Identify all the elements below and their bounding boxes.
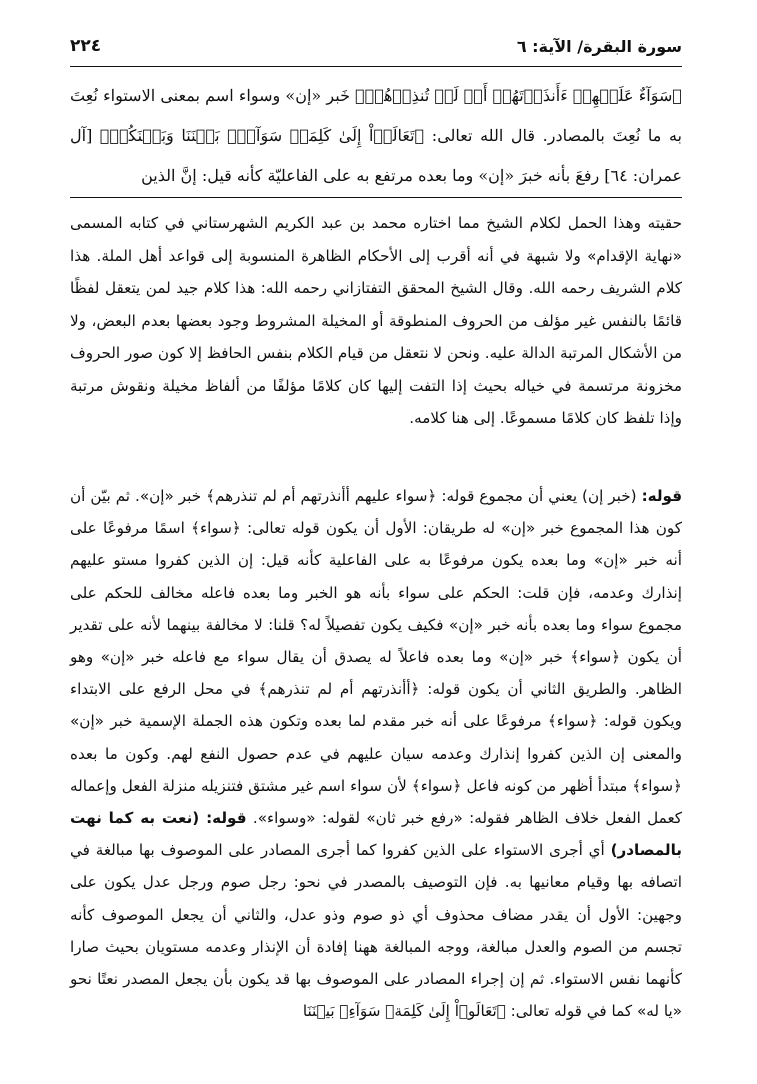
qawluhu-label-1: قوله: [641, 487, 683, 505]
surah-title: سورة البقرة/ الآية: ٦ [516, 37, 682, 56]
commentary-block [70, 76, 682, 196]
footnote-paragraph: حقيته وهذا الحمل لكلام الشيخ مما اختاره محمد بن عبد الكريم الشهرستاني في كتابه المسمى «نهاية الإقدام» ولا شبهة في أنه أقرب إلى الأحكام الظاهرة المنسوبة إلى قواعد أهل الملة. هذا كلام الشريف رحمه الله. وقال الشيخ المحقق التفتازاني رحمه الله: هذا كلام جيد لمن يتعقل لفظًا قائمًا بالنفس غير مؤلف من الحروف المنطوقة أو المخيلة المشروط وجود بعضها بعدم البعض، ولا من الأشكال المرتبة الدالة عليه. ونحن لا نتعقل من قيام الكلام بنفس الحافظ إلا كون صور الحروف مخزونة مرتسمة في خياله بحيث إذا التفت إليها كان كلامًا مؤلفًا من ألفاظ مخيلة ونقوش مرتبة وإذا تلفظ كان كلامًا مسموعًا. إلى هنا كلامه. [70, 214, 682, 427]
gloss-block [70, 480, 682, 1027]
page-number: ٢٢٤ [70, 36, 102, 56]
gloss-part-1: (خبر إن) يعني أن مجموع قوله: ﴿سواء عليهم أأنذرتهم أم لم تنذرهم﴾ خبر «إن». ثم بيّن أن كون هذا المجموع خبر «إن» له طريقان: الأول أن يكون قوله تعالى: ﴿سواء﴾ اسمًا مرفوعًا على أنه خبر «إن» وما بعده يكون مرفوعًا به على الفاعلية كأنه قيل: إن الذين كفروا مستو عليهم إنذارك وعدمه، فإن قلت: الحكم على سواء بأنه هو الخبر وما بعده فاعله مخالف للحكم على مجموع سواء وما بعده بأنه خبر «إن» فكيف يكون تفصيلاً له؟ قلنا: لا مخالفة بينهما لأنه على تقدير أن يكون ﴿سواء﴾ خبر «إن» وما بعده فاعلاً له يصدق أن يقال سواء مع فاعله خبر «إن» وهو الظاهر. والطريق الثاني أن يكون قوله: ﴿أأنذرتهم أم لم تنذرهم﴾ في محل الرفع على الابتداء ويكون قوله: ﴿سواء﴾ مرفوعًا على أنه خبر مقدم لما بعده وتكون هذه الجملة الإسمية خبر «إن» والمعنى إن الذين كفروا إنذارك وعدمه سيان عليهم في عدم حصول النفع لهم. وكون ما بعده ﴿سواء﴾ مبتدأ أظهر من كونه فاعل ﴿سواء﴾ لأن سواء اسم غير مشتق فتنزيله منزلة الفعل وإعماله كعمل الفعل خلاف الظاهر فقوله: «رفع خبر ثان» لقوله: «وسواء». [70, 487, 682, 828]
footnote-continuation [70, 207, 682, 435]
section-divider [70, 197, 682, 198]
page-header [70, 36, 682, 56]
commentary-text: ﴿سَوَآءٌ عَلَيۡهِمۡ ءَأَنذَرۡتَهُمۡ أَمۡ لَمۡ تُنذِرۡهُمۡ﴾ خَبر «إن» وسواء اسم بمعنى الاستواء نُعِتَ به ما نُعِتَ بالمصادر. قال الله تعالى: ﴿تَعَالَوۡاْ إِلَىٰ كَلِمَةٖ سَوَآءِۭ بَيۡنَنَا وَبَيۡنَكُمۡ﴾ [آل عمران: ٦٤] رفعَ بأنه خبرَ «إن» وما بعده مرتفع به على الفاعليّة كأنه قيل: إنَّ الذين [70, 86, 682, 185]
gloss-part-2: أي أجرى الاستواء على الذين كفروا كما أجرى المصادر على الموصوف بها مبالغة في اتصافه بها وقيام معانيها به. فإن التوصيف بالمصدر في نحو: رجل صوم ورجل عدل يكون على وجهين: الأول أن يقدر مضاف محذوف أي ذو صوم وذو عدل، والثاني أن يجعل الموصوف كأنه تجسم من الصوم والعدل مبالغة، ووجه المبالغة ههنا إفادة أن الإنذار وعدمه مستويان بحيث صارا كأنهما نفس الاستواء. ثم إن إجراء المصادر على الموصوف بها قد يكون بأن يجعل المصدر نعتًا نحو «يا له» كما في قوله تعالى: ﴿تَعَالَوۡاْ إِلَىٰ كَلِمَةٖ سَوَآءِۭ بَيۡنَنَا [70, 841, 682, 1021]
gloss-paragraph [70, 480, 682, 1027]
qawluhu-label-2: قوله: (نعت به كما نهت بالمصادر) [70, 809, 682, 860]
header-rule [70, 66, 682, 67]
